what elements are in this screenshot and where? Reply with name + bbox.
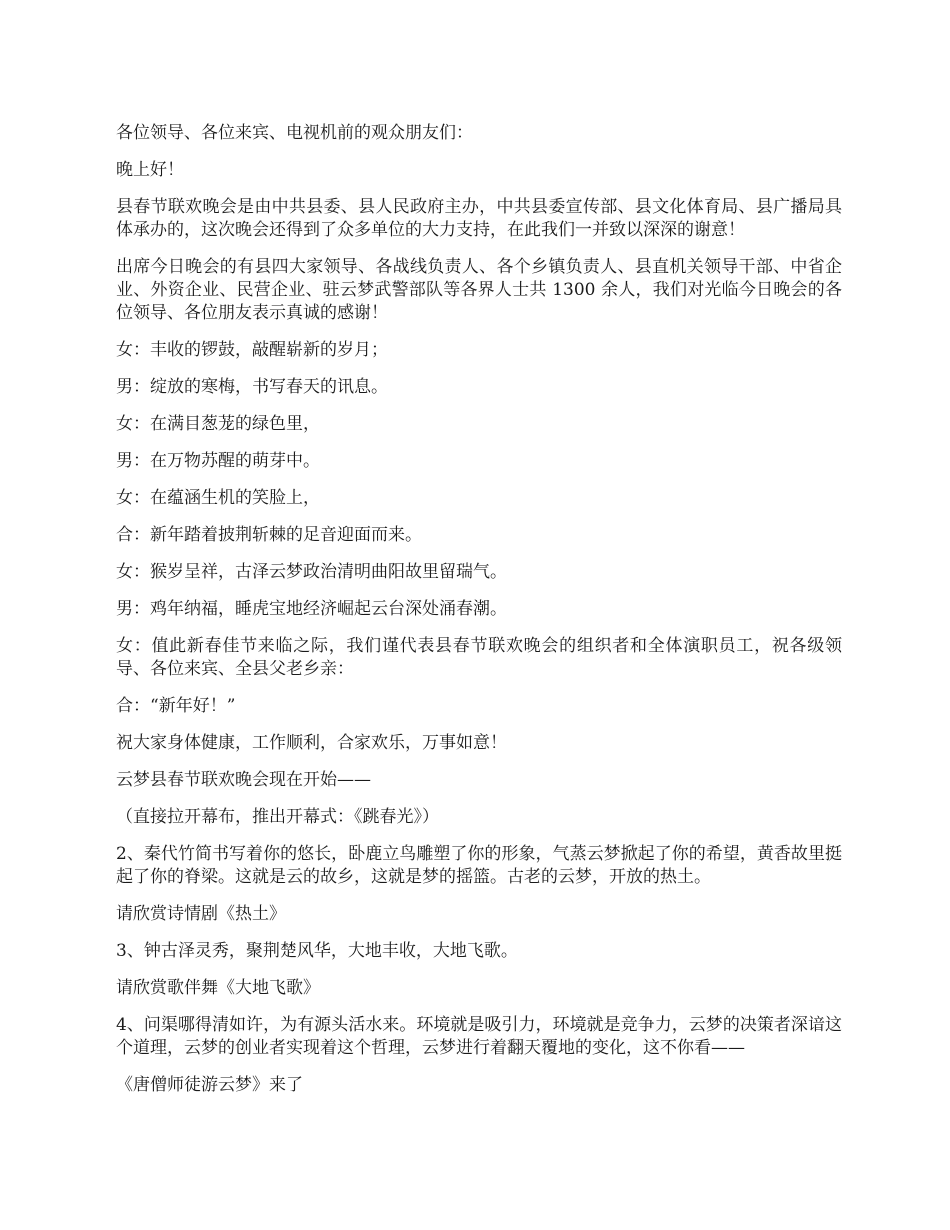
paragraph-organizers: 县春节联欢晚会是由中共县委、县人民政府主办，中共县委宣传部、县文化体育局、县广播局具体承办的，这次晚会还得到了众多单位的大力支持，在此我们一并致以深深的谢意！	[116, 197, 842, 240]
paragraph-line-female-2: 女：在满目葱茏的绿色里，	[116, 414, 320, 434]
paragraph-greeting-audience: 各位领导、各位来宾、电视机前的观众朋友们：	[116, 123, 473, 143]
paragraph-good-evening: 晚上好！	[116, 160, 184, 180]
paragraph-wishes: 祝大家身体健康，工作顺利，合家欢乐，万事如意！	[116, 733, 507, 753]
paragraph-section-2: 2、秦代竹简书写着你的悠长，卧鹿立鸟雕塑了你的形象，气蒸云梦掀起了你的希望，黄香故里挺起了你的脊梁。这就是云的故乡，这就是梦的摇篮。古老的云梦，开放的热土。	[116, 844, 842, 887]
paragraph-program-reture: 请欣赏诗情剧《热土》	[116, 904, 286, 924]
paragraph-line-female-4: 女：猴岁呈祥，古泽云梦政治清明曲阳故里留瑞气。	[116, 562, 507, 582]
paragraph-program-dadifeige: 请欣赏歌伴舞《大地飞歌》	[116, 978, 320, 998]
paragraph-line-together-2: 合：“新年好！”	[116, 696, 236, 716]
paragraph-line-female-5: 女：值此新春佳节来临之际，我们谨代表县春节联欢晚会的组织者和全体演职员工，祝各级领导、各位来宾、全县父老乡亲：	[116, 636, 842, 679]
paragraph-line-male-1: 男：绽放的寒梅，书写春天的讯息。	[116, 377, 388, 397]
paragraph-stage-direction: （直接拉开幕布，推出开幕式：《跳春光》）	[116, 807, 439, 827]
paragraph-line-female-1: 女：丰收的锣鼓，敲醒崭新的岁月；	[116, 340, 388, 360]
paragraph-attendees: 出席今日晚会的有县四大家领导、各战线负责人、各个乡镇负责人、县直机关领导干部、中省企业、外资企业、民营企业、驻云梦武警部队等各界人士共 1300 余人，我们对光临今日晚会的各位领导、各位朋友表示真诚的感谢！	[116, 257, 842, 323]
paragraph-line-male-2: 男：在万物苏醒的萌芽中。	[116, 451, 320, 471]
paragraph-program-tangseng: 《唐僧师徒游云梦》来了	[116, 1075, 303, 1095]
paragraph-line-female-3: 女：在蕴涵生机的笑脸上，	[116, 488, 320, 508]
paragraph-line-together-1: 合：新年踏着披荆斩棘的足音迎面而来。	[116, 525, 422, 545]
paragraph-line-male-3: 男：鸡年纳福，睡虎宝地经济崛起云台深处涌春潮。	[116, 599, 507, 619]
document-body	[116, 122, 842, 1111]
paragraph-section-4: 4、问渠哪得清如许，为有源头活水来。环境就是吸引力，环境就是竞争力，云梦的决策者深谙这个道理，云梦的创业者实现着这个哲理，云梦进行着翻天覆地的变化，这不你看——	[116, 1015, 842, 1058]
paragraph-section-3: 3、钟古泽灵秀，聚荆楚风华，大地丰收，大地飞歌。	[116, 941, 518, 961]
paragraph-gala-start: 云梦县春节联欢晚会现在开始——	[116, 770, 371, 790]
